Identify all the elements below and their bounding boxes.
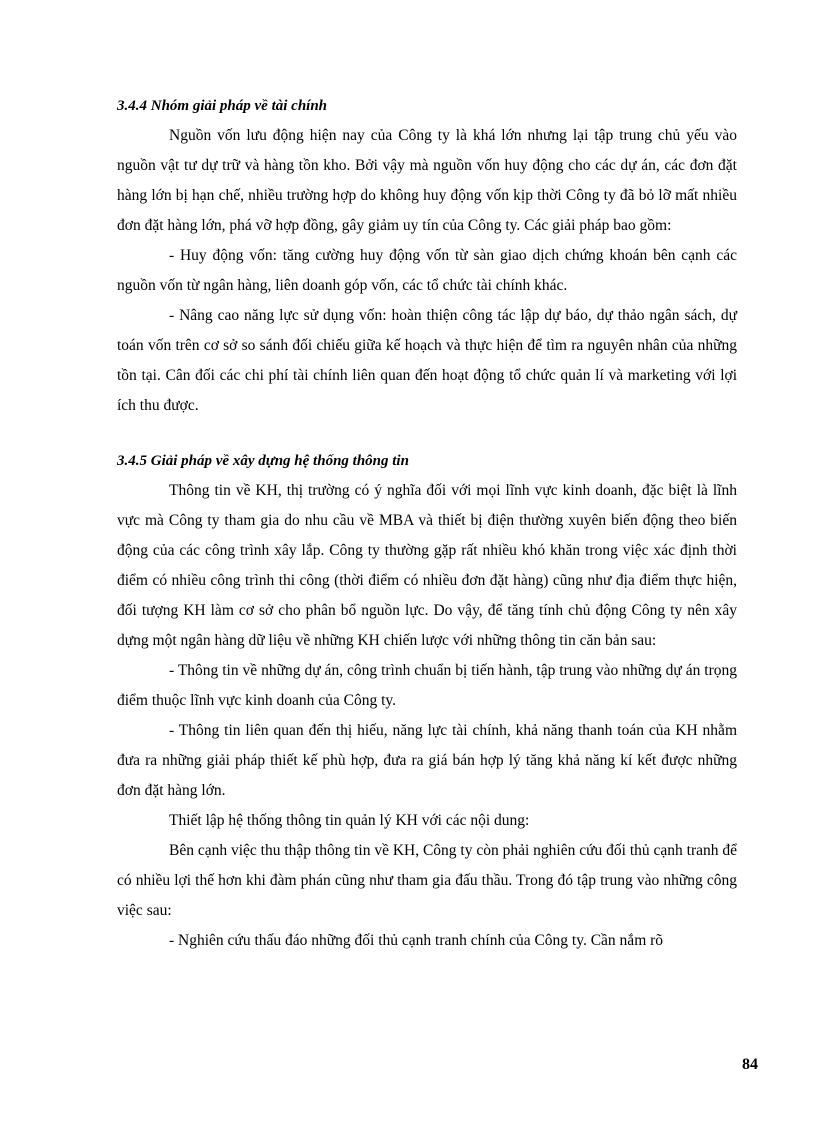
paragraph: Bên cạnh việc thu thập thông tin về KH, Công ty còn phải nghiên cứu đối thủ cạnh tranh để có nhiều lợi thế hơn khi đàm phán cũng như tham gia đấu thầu. Trong đó tập trung vào những công việc sau: bbox=[117, 842, 737, 919]
section-financial-solutions bbox=[117, 92, 737, 421]
paragraph: Thông tin về KH, thị trường có ý nghĩa đối với mọi lĩnh vực kinh doanh, đặc biệt là lĩnh vực mà Công ty tham gia do nhu cầu về MBA và thiết bị điện thường xuyên biến động theo biến động của các công trình xây lắp. Công ty thường gặp rất nhiều khó khăn trong việc xác định thời điểm có nhiều công trình thi công (thời điểm có nhiều đơn đặt hàng) cũng như địa điểm thực hiện, đối tượng KH làm cơ sở cho phân bổ nguồn lực. Do vậy, để tăng tính chủ động Công ty nên xây dựng một ngân hàng dữ liệu về những KH chiến lược với những thông tin căn bản sau: bbox=[117, 482, 737, 649]
section-heading: 3.4.5 Giải pháp về xây dựng hệ thống thông tin bbox=[117, 453, 409, 469]
paragraph: Thiết lập hệ thống thông tin quản lý KH với các nội dung: bbox=[169, 812, 530, 829]
paragraph: - Nâng cao năng lực sử dụng vốn: hoàn thiện công tác lập dự báo, dự thảo ngân sách, dự toán vốn trên cơ sở so sánh đối chiếu giữa kế hoạch và thực hiện để tìm ra nguyên nhân của những tồn tại. Cân đối các chi phí tài chính liên quan đến hoạt động tổ chức quản lí và marketing với lợi ích thu được. bbox=[117, 307, 737, 414]
section-information-system bbox=[117, 447, 737, 956]
section-heading: 3.4.4 Nhóm giải pháp về tài chính bbox=[117, 98, 328, 114]
paragraph: - Huy động vốn: tăng cường huy động vốn từ sàn giao dịch chứng khoán bên cạnh các nguồn vốn từ ngân hàng, liên doanh góp vốn, các tổ chức tài chính khác. bbox=[117, 247, 737, 294]
paragraph: - Nghiên cứu thấu đáo những đối thủ cạnh tranh chính của Công ty. Cần nắm rõ bbox=[169, 932, 664, 949]
paragraph: - Thông tin liên quan đến thị hiếu, năng lực tài chính, khả năng thanh toán của KH nhằm đưa ra những giải pháp thiết kế phù hợp, đưa ra giá bán hợp lý tăng khả năng kí kết được những đơn đặt hàng lớn. bbox=[117, 722, 737, 799]
page-number: 84 bbox=[742, 1056, 758, 1073]
paragraph: - Thông tin về những dự án, công trình chuẩn bị tiến hành, tập trung vào những dự án trọng điểm thuộc lĩnh vực kinh doanh của Công ty. bbox=[117, 662, 737, 709]
paragraph: Nguồn vốn lưu động hiện nay của Công ty là khá lớn nhưng lại tập trung chủ yếu vào nguồn vật tư dự trữ và hàng tồn kho. Bởi vậy mà nguồn vốn huy động cho các dự án, các đơn đặt hàng lớn bị hạn chế, nhiều trường hợp do không huy động vốn kịp thời Công ty đã bỏ lỡ mất nhiều đơn đặt hàng lớn, phá vỡ hợp đồng, gây giảm uy tín của Công ty. Các giải pháp bao gồm: bbox=[117, 127, 737, 234]
page-content bbox=[117, 92, 737, 956]
